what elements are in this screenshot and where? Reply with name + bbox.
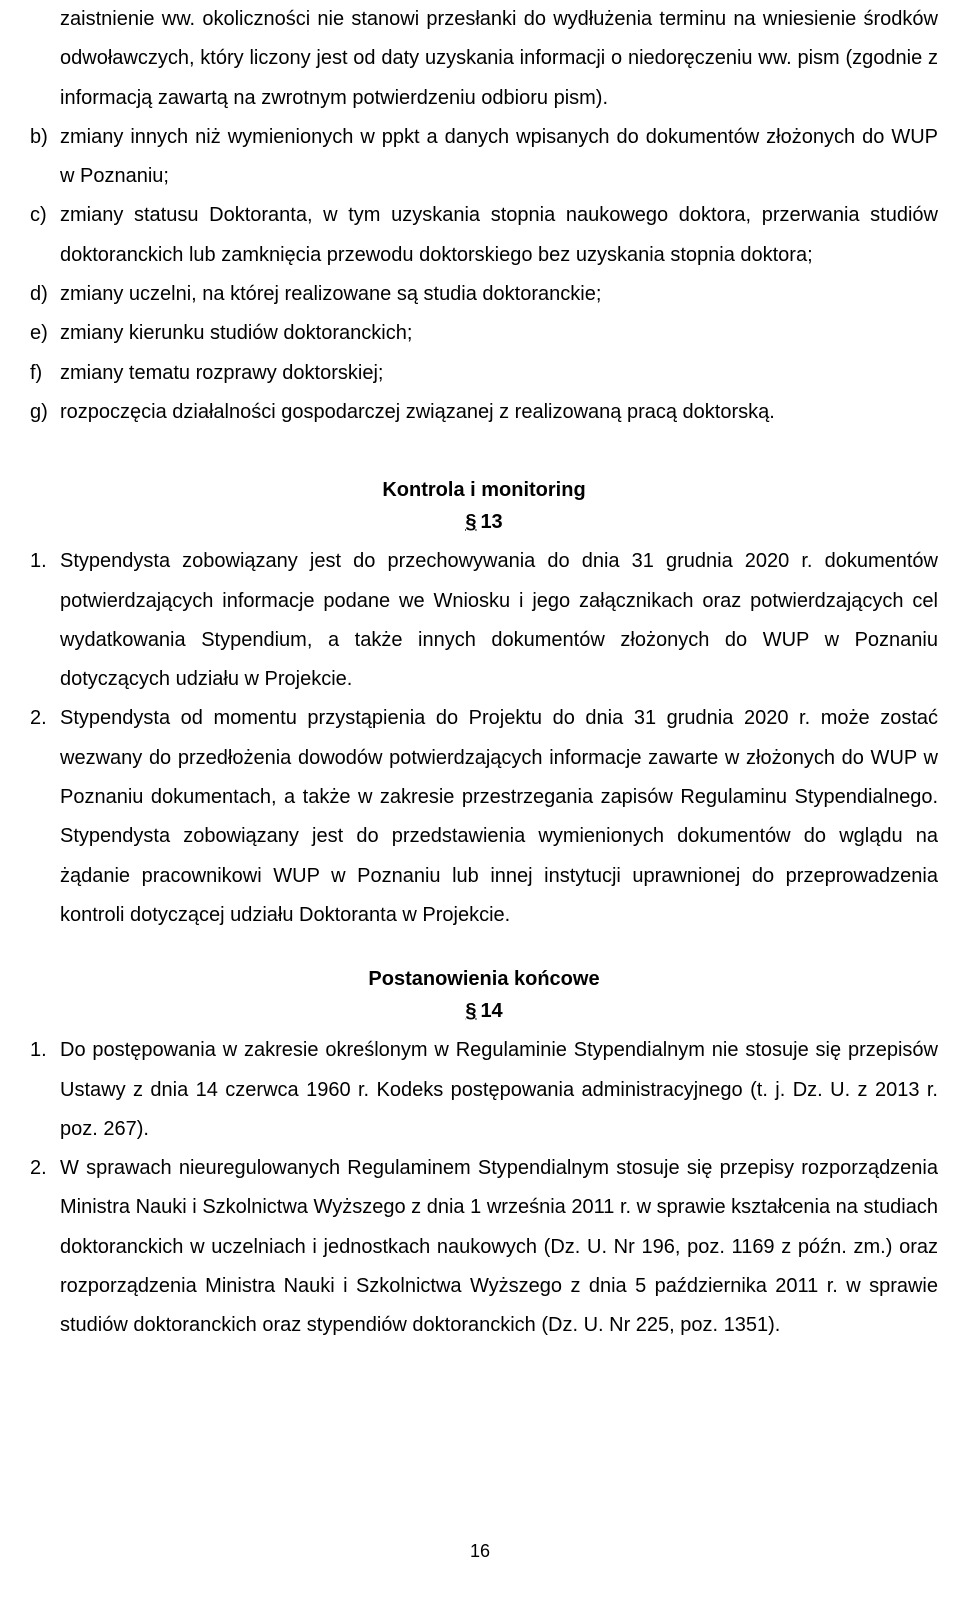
point-text: Do postępowania w zakresie określonym w Regulaminie Stypendialnym nie stosuje się przepisów Ustawy z dnia 14 czerwca 1960 r. Kodeks postępowania administracyjnego (t. j. Dz. U. z 2013 r. poz. 267). xyxy=(60,1039,938,1140)
list-marker: g) xyxy=(30,400,48,423)
list-marker: c) xyxy=(30,204,47,227)
section-sign: § xyxy=(465,511,477,534)
section-heading: Postanowienia końcowe xyxy=(368,968,600,991)
list-item-text: zmiany uczelni, na której realizowane są studia doktoranckie; xyxy=(60,283,602,306)
list-item-text: rozpoczęcia działalności gospodarczej związanej z realizowaną pracą doktorską. xyxy=(60,400,775,423)
list-marker: f) xyxy=(30,361,43,384)
numbered-point xyxy=(30,1149,938,1345)
point-marker: 2. xyxy=(30,1157,47,1180)
continued-paragraph: zaistnienie ww. okoliczności nie stanowi przesłanki do wydłużenia terminu na wniesienie środków odwoławczych, który liczony jest od daty uzyskania informacji o niedoręczeniu ww. pism (zgodnie z informacją zawartą na zwrotnym potwierdzeniu odbioru pism). xyxy=(60,8,938,109)
point-text: Stypendysta od momentu przystąpienia do Projektu do dnia 31 grudnia 2020 r. może zostać wezwany do przedłożenia dowodów potwierdzających informacje zawarte w złożonych do WUP w Poznaniu dokumentach, a także w zakresie przestrzegania zapisów Regulaminu Stypendialnego. Stypendysta zobowiązany jest do przedstawienia wymienionych dokumentów do wglądu na żądanie pracownikowi WUP w Poznaniu lub innej instytucji uprawnionej do przeprowadzenia kontroli dotyczącej udziału Doktoranta w Projekcie. xyxy=(60,707,938,926)
numbered-point xyxy=(30,542,938,699)
paragraph-number-value: 14 xyxy=(480,1000,503,1023)
paragraph-number-value: 13 xyxy=(480,511,503,534)
list-marker: d) xyxy=(30,283,48,306)
list-item-b xyxy=(30,118,938,197)
point-marker: 1. xyxy=(30,550,47,573)
point-marker: 1. xyxy=(30,1039,47,1062)
list-item-text: zmiany statusu Doktoranta, w tym uzyskania stopnia naukowego doktora, przerwania studiów doktoranckich lub zamknięcia przewodu doktorskiego bez uzyskania stopnia doktora; xyxy=(60,204,938,266)
list-item-g xyxy=(30,393,938,432)
section-sign: § xyxy=(465,1000,477,1023)
numbered-point xyxy=(30,699,938,935)
list-item-text: zmiany innych niż wymienionych w ppkt a danych wpisanych do dokumentów złożonych do WUP w Poznaniu; xyxy=(60,125,938,188)
document-page xyxy=(30,0,938,1346)
list-item-d xyxy=(30,275,938,314)
section-heading: Kontrola i monitoring xyxy=(382,479,586,502)
list-item-e xyxy=(30,314,938,353)
list-marker: e) xyxy=(30,322,48,345)
list-marker: b) xyxy=(30,125,48,148)
paragraph-number xyxy=(30,506,938,538)
page-number: 16 xyxy=(469,1541,491,1561)
list-item-text: zmiany tematu rozprawy doktorskiej; xyxy=(60,361,384,384)
list-item-text: zmiany kierunku studiów doktoranckich; xyxy=(60,322,413,345)
point-marker: 2. xyxy=(30,707,47,730)
paragraph-number xyxy=(30,995,938,1027)
list-item-c xyxy=(30,196,938,275)
point-text: W sprawach nieuregulowanych Regulaminem Stypendialnym stosuje się przepisy rozporządzenia Ministra Nauki i Szkolnictwa Wyższego z dnia 1 września 2011 r. w sprawie kształcenia na studiach doktoranckich w uczelniach i jednostkach naukowych (Dz. U. Nr 196, poz. 1169 z późn. zm.) oraz rozporządzenia Ministra Nauki i Szkolnictwa Wyższego z dnia 5 października 2011 r. w sprawie studiów doktoranckich oraz stypendiów doktoranckich (Dz. U. Nr 225, poz. 1351). xyxy=(60,1157,938,1337)
numbered-point xyxy=(30,1031,938,1149)
point-text: Stypendysta zobowiązany jest do przechowywania do dnia 31 grudnia 2020 r. dokumentów potwierdzających informacje podane we Wniosku i jego załącznikach oraz potwierdzających cel wydatkowania Stypendium, a także innych dokumentów złożonych do WUP w Poznaniu dotyczących udziału w Projekcie. xyxy=(60,550,938,691)
list-item-f xyxy=(30,354,938,393)
